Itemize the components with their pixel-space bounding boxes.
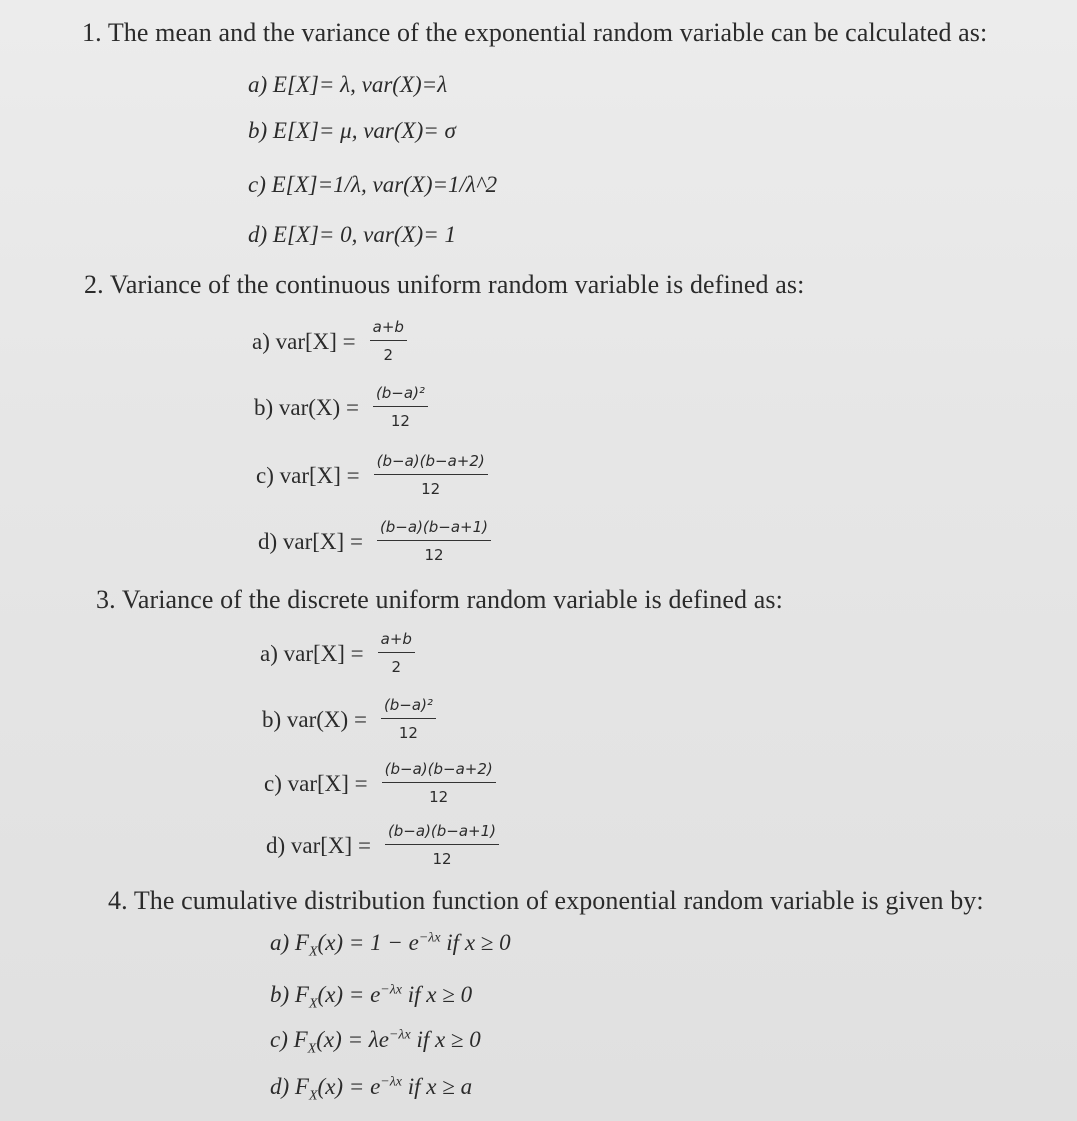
fraction-numerator: (b−a)² — [373, 384, 428, 407]
question-2-stem: 2. Variance of the continuous uniform random variable is defined as: — [84, 270, 805, 299]
fraction — [373, 384, 428, 431]
fraction-denominator: 12 — [398, 724, 418, 742]
cdf-exponent: −λx — [380, 982, 403, 998]
question-1-option-c: c) E[X]=1/λ, var(X)=1/λ^2 — [248, 172, 498, 197]
fraction — [370, 318, 407, 365]
question-1-option-b: b) E[X]= μ, var(X)= σ — [248, 118, 456, 143]
question-3-option-a — [260, 630, 415, 677]
question-4-option-a — [270, 930, 511, 961]
question-2-option-d — [258, 518, 491, 565]
cdf-exponent: −λx — [418, 930, 441, 946]
cdf-prefix: c) F — [270, 1027, 308, 1052]
fraction-denominator: 12 — [432, 850, 452, 868]
fraction-numerator: (b−a)(b−a+2) — [374, 452, 488, 475]
equation-lhs: b) var(X) = — [254, 394, 359, 420]
cdf-exponent: −λx — [388, 1027, 411, 1043]
equation-lhs: c) var[X] = — [264, 770, 368, 796]
equation-lhs: a) var[X] = — [260, 640, 364, 666]
fraction-denominator: 12 — [390, 412, 410, 430]
cdf-condition: if x ≥ a — [402, 1074, 473, 1099]
equation-lhs: a) var[X] = — [252, 328, 356, 354]
fraction — [377, 518, 491, 565]
fraction-denominator: 12 — [429, 788, 449, 806]
question-1-option-a: a) E[X]= λ, var(X)=λ — [248, 72, 448, 97]
fraction-denominator: 2 — [391, 658, 402, 676]
equation-lhs: c) var[X] = — [256, 462, 360, 488]
fraction-denominator: 12 — [424, 546, 444, 564]
question-2-option-c — [256, 452, 488, 499]
fraction — [378, 630, 415, 677]
cdf-subscript: X — [308, 1088, 318, 1104]
question-4-option-d — [270, 1074, 472, 1105]
cdf-middle: (x) = 1 − e — [317, 930, 419, 955]
fraction-numerator: a+b — [370, 318, 407, 341]
cdf-middle: (x) = e — [317, 982, 381, 1007]
equation-lhs: d) var[X] = — [266, 832, 371, 858]
fraction — [374, 452, 488, 499]
cdf-condition: if x ≥ 0 — [410, 1027, 481, 1052]
fraction-numerator: (b−a)(b−a+1) — [377, 518, 491, 541]
fraction — [385, 822, 499, 869]
cdf-subscript: X — [308, 944, 318, 960]
fraction-denominator: 2 — [383, 346, 394, 364]
question-3-option-d — [266, 822, 499, 869]
equation-lhs: d) var[X] = — [258, 528, 363, 554]
cdf-subscript: X — [308, 996, 318, 1012]
question-1-option-d: d) E[X]= 0, var(X)= 1 — [248, 222, 456, 247]
fraction-numerator: (b−a)(b−a+2) — [382, 760, 496, 783]
question-3-option-b — [262, 696, 436, 743]
question-4-stem: 4. The cumulative distribution function of exponential random variable is given by: — [108, 886, 984, 915]
cdf-prefix: b) F — [270, 982, 309, 1007]
cdf-middle: (x) = λe — [316, 1027, 389, 1052]
fraction — [381, 696, 436, 743]
question-1-stem: 1. The mean and the variance of the exponential random variable can be calculated as: — [82, 18, 988, 47]
equation-lhs: b) var(X) = — [262, 706, 367, 732]
question-3-stem: 3. Variance of the discrete uniform random variable is defined as: — [96, 585, 783, 614]
cdf-prefix: d) F — [270, 1074, 309, 1099]
question-4-option-b — [270, 982, 472, 1013]
fraction-denominator: 12 — [421, 480, 441, 498]
fraction-numerator: (b−a)(b−a+1) — [385, 822, 499, 845]
fraction-numerator: (b−a)² — [381, 696, 436, 719]
cdf-subscript: X — [307, 1041, 317, 1057]
question-3-option-c — [264, 760, 496, 807]
question-4-option-c — [270, 1027, 481, 1058]
cdf-condition: if x ≥ 0 — [440, 930, 511, 955]
cdf-prefix: a) F — [270, 930, 309, 955]
fraction-numerator: a+b — [378, 630, 415, 653]
question-2-option-a — [252, 318, 407, 365]
cdf-exponent: −λx — [380, 1074, 403, 1090]
cdf-condition: if x ≥ 0 — [402, 982, 473, 1007]
fraction — [382, 760, 496, 807]
cdf-middle: (x) = e — [317, 1074, 381, 1099]
question-2-option-b — [254, 384, 428, 431]
